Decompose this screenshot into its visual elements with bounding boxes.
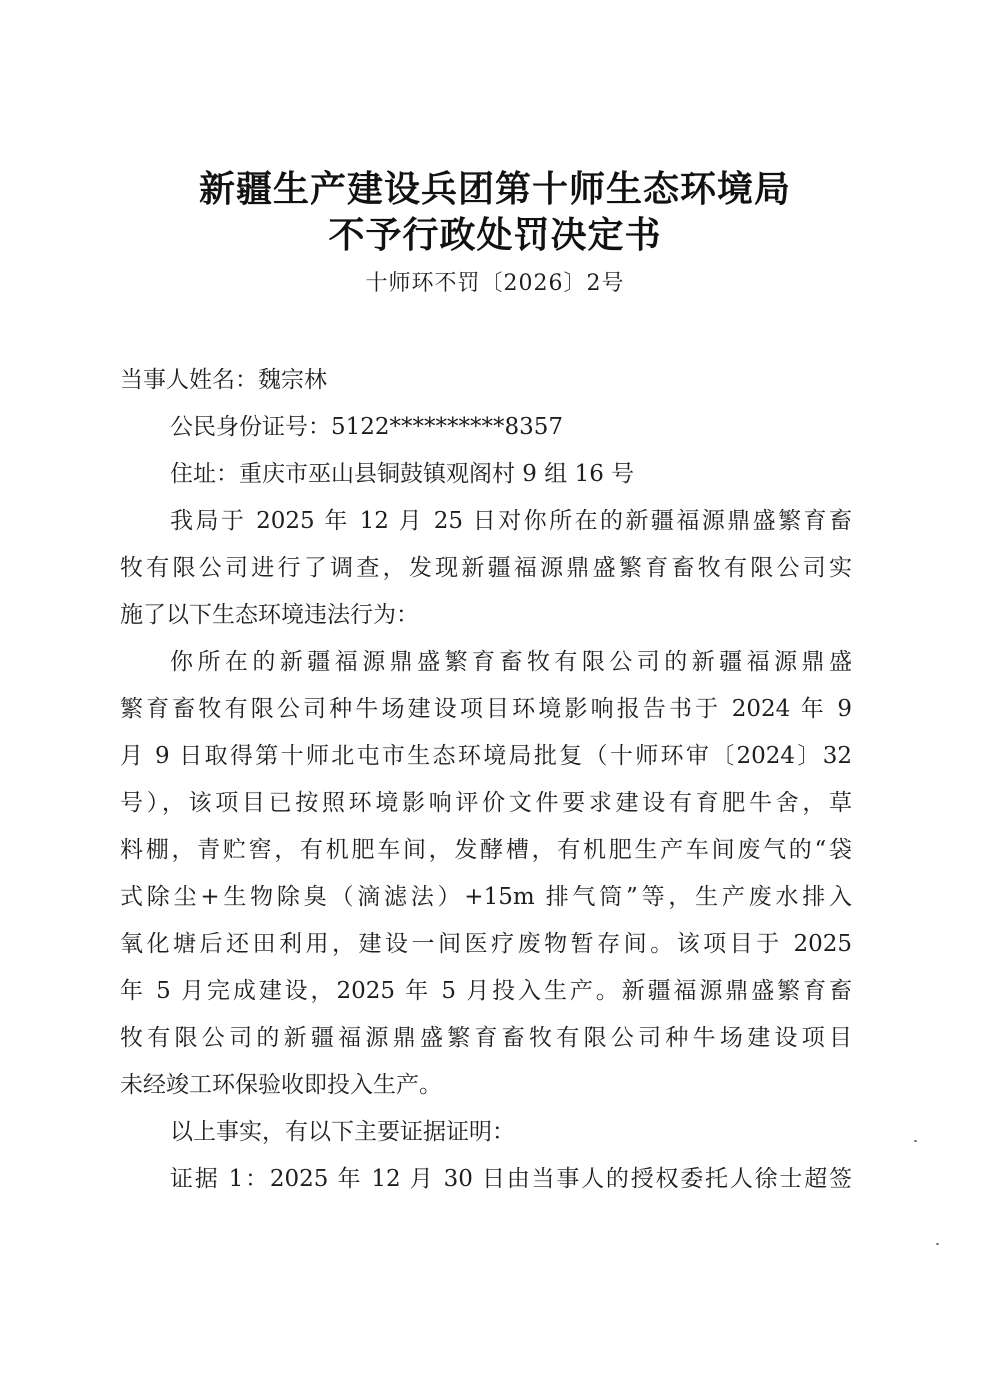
paragraph-2-line: 料棚，青贮窖，有机肥车间，发酵槽，有机肥生产车间废气的“袋	[120, 837, 852, 863]
party-address: 住址：重庆市巫山县铜鼓镇观阁村 9 组 16 号	[170, 461, 635, 487]
evidence-1: 证据 1：2025 年 12 月 30 日由当事人的授权委托人徐士超签	[170, 1166, 852, 1192]
document-title-line-1: 新疆生产建设兵团第十师生态环境局	[198, 169, 791, 210]
scan-speck	[914, 1140, 917, 1142]
paragraph-2-line: 号），该项目已按照环境影响评价文件要求建设有育肥牛舍，草	[120, 790, 852, 816]
paragraph-2-line: 月 9 日取得第十师北屯市生态环境局批复（十师环审〔2024〕32	[120, 743, 852, 769]
party-id-number: 公民身份证号：5122**********8357	[170, 414, 564, 440]
paragraph-2-line: 繁育畜牧有限公司种牛场建设项目环境影响报告书于 2024 年 9	[120, 696, 852, 722]
scan-speck	[936, 1243, 939, 1245]
paragraph-1-line: 我局于 2025 年 12 月 25 日对你所在的新疆福源鼎盛繁育畜	[170, 508, 852, 534]
paragraph-2-line: 氧化塘后还田利用，建设一间医疗废物暂存间。该项目于 2025	[120, 931, 852, 957]
document-title-line-2: 不予行政处罚决定书	[328, 215, 662, 256]
paragraph-1-line: 牧有限公司进行了调查，发现新疆福源鼎盛繁育畜牧有限公司实	[120, 555, 852, 581]
paragraph-1-line: 施了以下生态环境违法行为：	[120, 602, 419, 628]
paragraph-2-line: 牧有限公司的新疆福源鼎盛繁育畜牧有限公司种牛场建设项目	[120, 1025, 852, 1051]
paragraph-2-line: 你所在的新疆福源鼎盛繁育畜牧有限公司的新疆福源鼎盛	[170, 649, 852, 675]
paragraph-2-line: 年 5 月完成建设，2025 年 5 月投入生产。新疆福源鼎盛繁育畜	[120, 978, 852, 1004]
paragraph-2-line: 未经竣工环保验收即投入生产。	[120, 1072, 442, 1098]
paragraph-2-line: 式除尘+生物除臭（滴滤法）+15m 排气筒”等，生产废水排入	[120, 884, 852, 910]
document-number: 十师环不罚〔2026〕2号	[365, 271, 625, 296]
party-name: 当事人姓名：魏宗林	[120, 367, 327, 393]
evidence-intro: 以上事实，有以下主要证据证明：	[170, 1119, 515, 1145]
